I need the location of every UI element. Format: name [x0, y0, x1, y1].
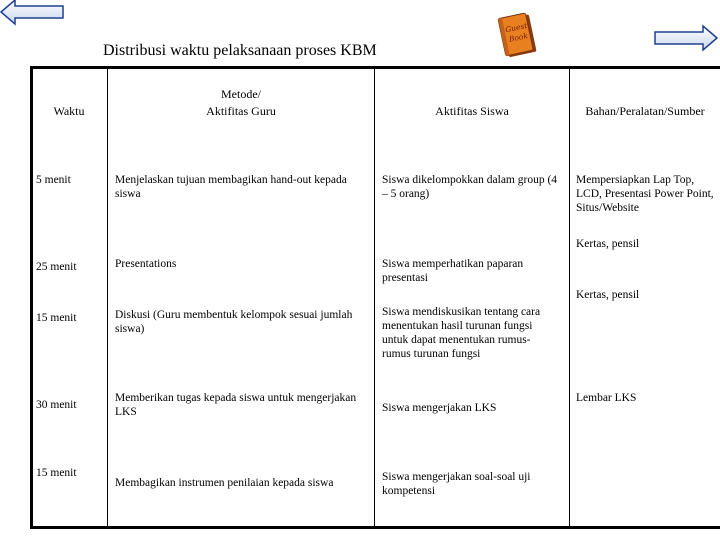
column-divider [107, 68, 108, 528]
row-4-guru: Memberikan tugas kepada siswa untuk mengerjakan LKS [115, 392, 357, 418]
row-1-guru: Menjelaskan tujuan membagikan hand-out kepada siswa [115, 174, 347, 200]
row-1-waktu: 5 menit [36, 174, 71, 186]
header-bahan: Bahan/Peralatan/Sumber [585, 104, 705, 118]
row-5-siswa: Siswa mengerjakan soal-soal uji kompetensi [382, 471, 531, 497]
arrow-left-icon [0, 0, 66, 26]
row-3-siswa: Siswa mendiskusikan tentang cara menentukan hasil turunan fungsi untuk dapat menentukan rumus-rumus turunan fungsi [382, 306, 541, 360]
arrow-right-icon [652, 24, 720, 52]
guest-book-icon [496, 10, 540, 62]
row-4-bahan: Lembar LKS [576, 392, 637, 404]
prev-slide-button[interactable] [0, 0, 66, 26]
row-4-waktu: 30 menit [36, 399, 77, 411]
row-2-siswa: Siswa memperhatikan paparan presentasi [382, 258, 524, 284]
svg-text:Book: Book [508, 31, 529, 44]
row-1-siswa: Siswa dikelompokkan dalam group (4 – 5 orang) [382, 174, 558, 200]
row-3-waktu: 15 menit [36, 312, 77, 324]
row-5-waktu: 15 menit [36, 467, 77, 479]
row-5-guru: Membagikan instrumen penilaian kepada siswa [115, 477, 334, 489]
header-siswa: Aktifitas Siswa [435, 104, 509, 118]
row-2-guru: Presentations [115, 258, 177, 270]
row-2-waktu: 25 menit [36, 261, 77, 273]
row-2-bahan: Kertas, pensil [576, 289, 640, 301]
row-1-bahan: Mempersiapkan Lap Top, LCD, Presentasi Power Point, Situs/Website [576, 174, 714, 214]
header-metode-line2: Aktifitas Guru [206, 104, 276, 118]
slide-title: Distribusi waktu pelaksanaan proses KBM [103, 42, 377, 59]
row-1-bahan-extra: Kertas, pensil [576, 238, 640, 250]
next-slide-button[interactable] [652, 24, 720, 52]
book-label: Guest [504, 20, 528, 35]
header-metode-line1: Metode/ [221, 87, 261, 101]
column-divider [569, 68, 570, 528]
header-waktu: Waktu [53, 104, 85, 118]
row-4-siswa: Siswa mengerjakan LKS [382, 402, 497, 414]
guest-book-button[interactable] [496, 10, 540, 62]
row-3-guru: Diskusi (Guru membentuk kelompok sesuai jumlah siswa) [115, 309, 353, 335]
column-divider [374, 68, 375, 528]
